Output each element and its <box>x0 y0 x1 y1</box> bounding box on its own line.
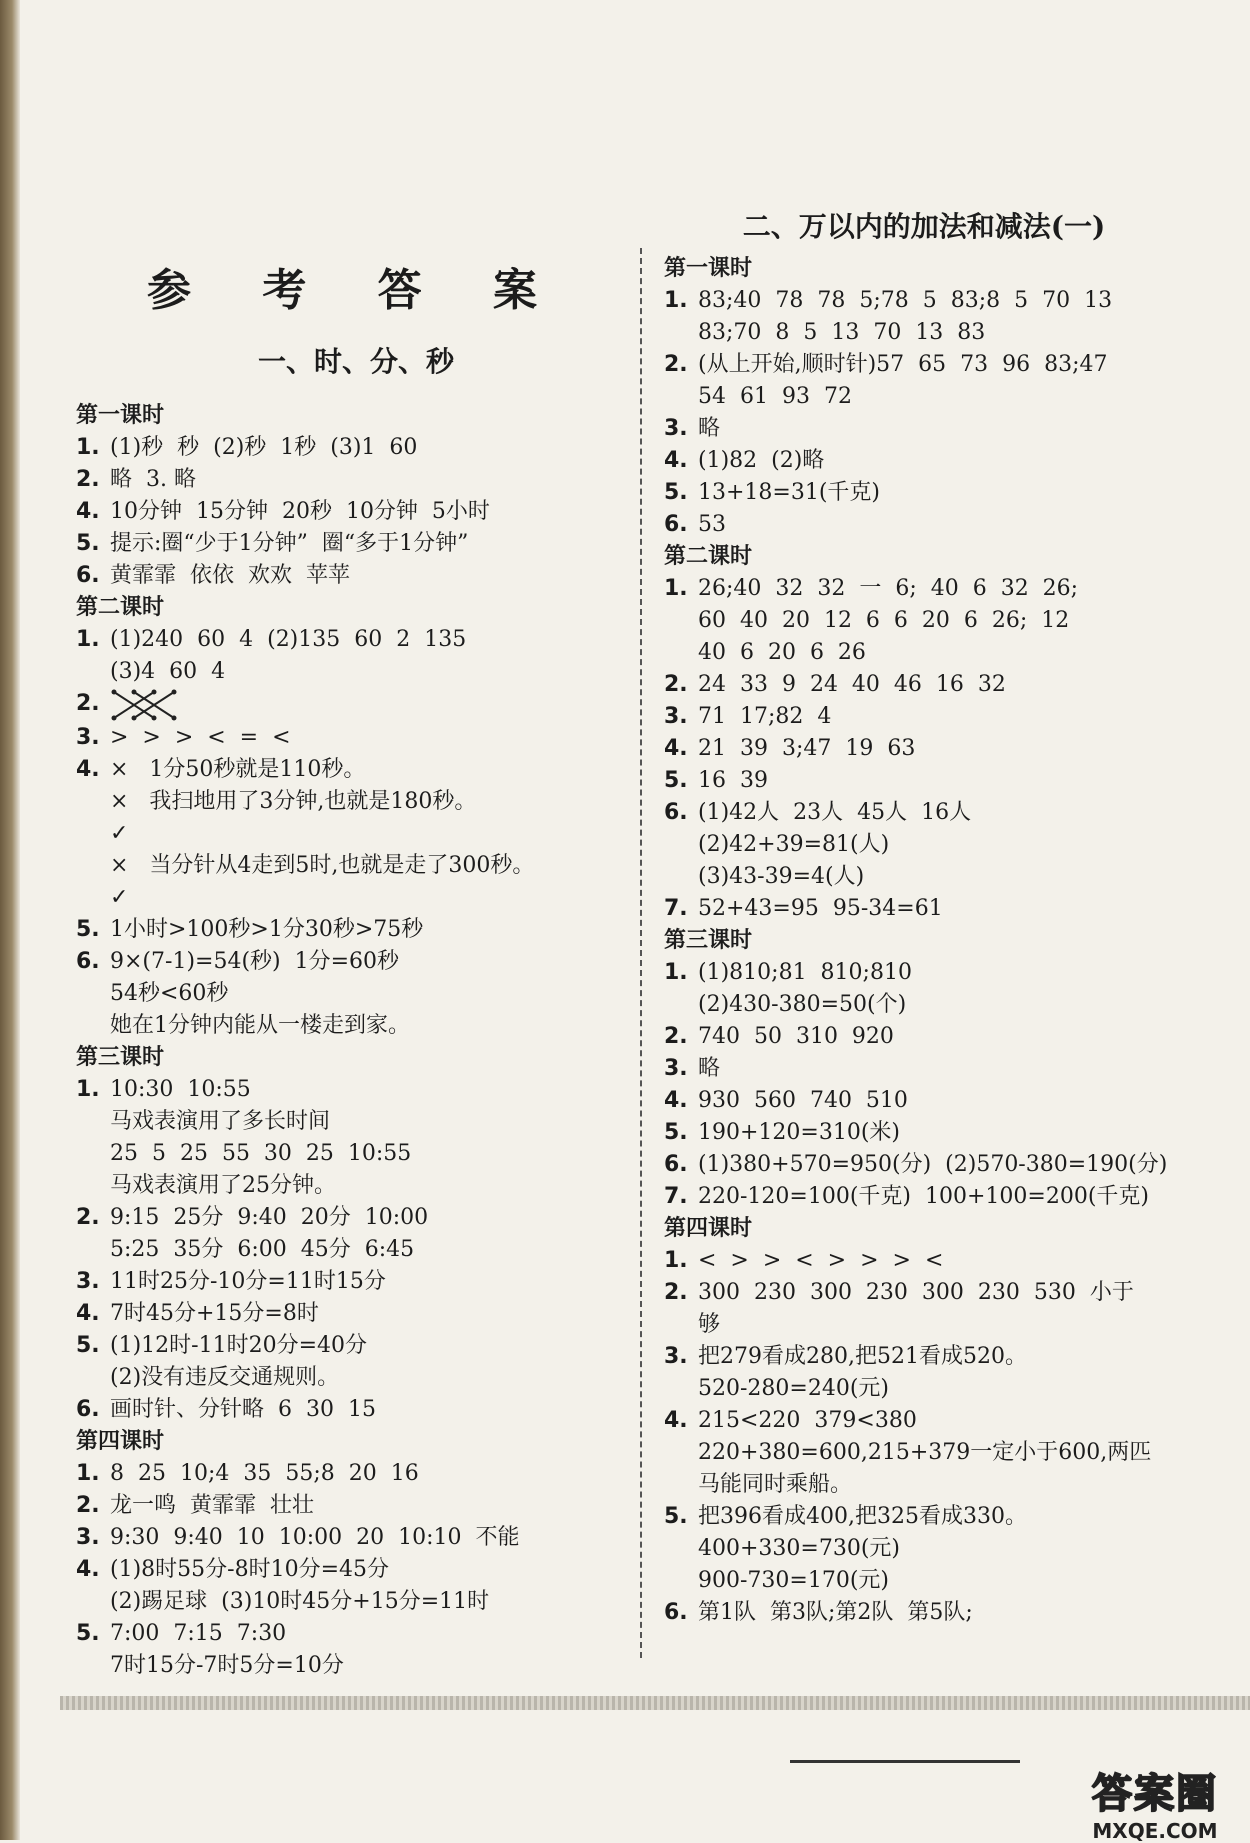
answer-continuation: 60 40 20 12 6 6 20 6 26; 12 <box>698 608 1070 633</box>
right-lessons <box>664 253 1184 1629</box>
answer-item <box>76 1394 636 1426</box>
answer-continuation: 400+330=730(元) <box>698 1536 901 1561</box>
answer-text: 8 25 10;4 35 55;8 20 16 <box>110 1461 419 1486</box>
answer-text: 220-120=100(千克) 100+100=200(千克) <box>698 1184 1150 1209</box>
answer-number: 7. <box>664 1184 688 1209</box>
answer-number: 1. <box>76 1461 100 1486</box>
answer-item <box>664 1053 1184 1085</box>
answer-number: 4. <box>664 1088 688 1113</box>
answer-number: 2. <box>76 1493 100 1518</box>
answer-text: (1)82 (2)略 <box>698 448 825 473</box>
answer-text: 26;40 32 32 一 6; 40 6 32 26; <box>698 576 1079 601</box>
answer-text: 190+120=310(米) <box>698 1120 901 1145</box>
watermark-text: 答案圈 <box>1092 1771 1218 1817</box>
lesson-title: 第二课时 <box>664 544 753 569</box>
lesson-title: 第一课时 <box>664 256 753 281</box>
answer-number: 5. <box>76 1333 100 1358</box>
answer-text: 24 33 9 24 40 46 16 32 <box>698 672 1006 697</box>
answer-item <box>76 624 636 656</box>
answer-item <box>76 688 636 722</box>
lesson-title: 第二课时 <box>76 595 165 620</box>
answer-text: 7:00 7:15 7:30 <box>110 1621 287 1646</box>
page-binding-edge <box>0 0 20 1840</box>
answer-number: 3. <box>76 1525 100 1550</box>
answer-text: 53 <box>698 512 726 537</box>
answer-number: 4. <box>76 757 100 782</box>
answer-item <box>76 1266 636 1298</box>
page-title: 参 考 答 案 <box>147 265 565 316</box>
answer-text: 画时针、分针略 6 30 15 <box>110 1397 376 1422</box>
answer-text: 215<220 379<380 <box>698 1408 917 1433</box>
answer-text: 7时45分+15分=8时 <box>110 1301 319 1326</box>
answer-number: 5. <box>76 1621 100 1646</box>
answer-number: 2. <box>664 352 688 377</box>
answer-item <box>664 893 1184 925</box>
answer-number: 4. <box>76 1557 100 1582</box>
answer-number: 5. <box>664 1120 688 1145</box>
answer-number: 3. <box>76 725 100 750</box>
answer-number: 4. <box>664 448 688 473</box>
answer-item <box>76 1298 636 1330</box>
answer-text: (1)810;81 810;810 <box>698 960 912 985</box>
answer-continuation: (2)没有违反交通规则。 <box>110 1365 340 1390</box>
answer-continuation: 54秒<60秒 <box>110 981 229 1006</box>
answer-text: 13+18=31(千克) <box>698 480 881 505</box>
answer-text: 1小时>100秒>1分30秒>75秒 <box>110 917 424 942</box>
answer-item <box>664 1245 1184 1277</box>
answer-item <box>664 1597 1184 1629</box>
answer-continuation: ✓ <box>110 821 129 846</box>
answer-item <box>664 1181 1184 1213</box>
answer-text: (1)秒 秒 (2)秒 1秒 (3)1 60 <box>110 435 418 460</box>
answer-item <box>76 528 636 560</box>
answer-item <box>664 1085 1184 1117</box>
left-column <box>76 240 636 1682</box>
answer-continuation: 7时15分-7时5分=10分 <box>110 1653 344 1678</box>
answer-continuation: (3)43-39=4(人) <box>698 864 865 889</box>
answer-item <box>664 669 1184 701</box>
answer-item <box>76 914 636 946</box>
answer-continuation: 40 6 20 6 26 <box>698 640 866 665</box>
answer-number: 1. <box>76 435 100 460</box>
answer-item <box>664 1277 1184 1309</box>
answer-text: 把396看成400,把325看成330。 <box>698 1504 1027 1529</box>
answer-item <box>76 1554 636 1586</box>
answer-text: 9:15 25分 9:40 20分 10:00 <box>110 1205 429 1230</box>
lesson-title: 第一课时 <box>76 403 165 428</box>
answer-item <box>76 1522 636 1554</box>
answer-item <box>664 509 1184 541</box>
answer-text: < > > < > > > < <box>698 1248 944 1273</box>
answer-item <box>664 797 1184 829</box>
unit-title-right: 二、万以内的加法和减法(一) <box>742 210 1106 243</box>
answer-text: 把279看成280,把521看成520。 <box>698 1344 1027 1369</box>
answer-number: 6. <box>76 1397 100 1422</box>
answer-text: 10:30 10:55 <box>110 1077 251 1102</box>
answer-item <box>76 1074 636 1106</box>
answer-item <box>76 1458 636 1490</box>
answer-number: 6. <box>664 1600 688 1625</box>
answer-number: 2. <box>76 467 100 492</box>
answer-continuation: 她在1分钟内能从一楼走到家。 <box>110 1013 410 1038</box>
answer-number: 2. <box>76 1205 100 1230</box>
answer-number: 2. <box>76 691 100 716</box>
answer-continuation: 马能同时乘船。 <box>698 1472 853 1497</box>
answer-item <box>76 1330 636 1362</box>
page-number-line <box>790 1760 1020 1763</box>
answer-text: 第1队 第3队;第2队 第5队; <box>698 1600 973 1625</box>
answer-text: (从上开始,顺时针)57 65 73 96 83;47 <box>698 352 1108 377</box>
answer-item <box>76 464 636 496</box>
answer-continuation: 马戏表演用了多长时间 <box>110 1109 331 1134</box>
answer-number: 1. <box>664 1248 688 1273</box>
answer-number: 3. <box>76 1269 100 1294</box>
answer-number: 5. <box>664 768 688 793</box>
answer-text: 略 3. 略 <box>110 467 196 492</box>
answer-text: 略 <box>698 1056 721 1081</box>
answer-number: 5. <box>76 917 100 942</box>
answer-continuation: 83;70 8 5 13 70 13 83 <box>698 320 986 345</box>
answer-text: 300 230 300 230 300 230 530 小于 <box>698 1280 1134 1305</box>
answer-item <box>76 1618 636 1650</box>
answer-text: 略 <box>698 416 721 441</box>
bottom-decorative-band <box>60 1696 1250 1710</box>
column-divider <box>640 248 642 1658</box>
left-lessons <box>76 400 636 1682</box>
answer-text: (1)8时55分-8时10分=45分 <box>110 1557 390 1582</box>
lesson-title: 第四课时 <box>76 1429 165 1454</box>
lesson-title: 第四课时 <box>664 1216 753 1241</box>
answer-text: 16 39 <box>698 768 768 793</box>
answer-text: (1)380+570=950(分) (2)570-380=190(分) <box>698 1152 1168 1177</box>
answer-item <box>664 1149 1184 1181</box>
answer-number: 4. <box>664 736 688 761</box>
answer-continuation: 5:25 35分 6:00 45分 6:45 <box>110 1237 415 1262</box>
watermark-logo <box>1070 1762 1240 1843</box>
answer-number: 1. <box>664 288 688 313</box>
answer-item <box>76 496 636 528</box>
answer-text: 9:30 9:40 10 10:00 20 10:10 不能 <box>110 1525 520 1550</box>
answer-item <box>76 946 636 978</box>
answer-continuation: × 当分针从4走到5时,也就是走了300秒。 <box>110 853 535 878</box>
answer-number: 5. <box>664 480 688 505</box>
answer-text: (1)12时-11时20分=40分 <box>110 1333 368 1358</box>
answer-number: 3. <box>664 416 688 441</box>
answer-item <box>76 432 636 464</box>
answer-item <box>76 1202 636 1234</box>
answer-continuation: (2)踢足球 (3)10时45分+15分=11时 <box>110 1589 490 1614</box>
answer-continuation: 54 61 93 72 <box>698 384 852 409</box>
answer-continuation: 够 <box>698 1312 721 1337</box>
answer-item <box>664 285 1184 317</box>
answer-number: 1. <box>76 1077 100 1102</box>
answer-item <box>76 754 636 786</box>
answer-continuation: 马戏表演用了25分钟。 <box>110 1173 336 1198</box>
answer-text: 提示:圈“少于1分钟” 圈“多于1分钟” <box>110 531 469 556</box>
answer-continuation: (2)42+39=81(人) <box>698 832 890 857</box>
answer-continuation: ✓ <box>110 885 129 910</box>
answer-item <box>664 477 1184 509</box>
watermark-url: MXQE.COM <box>1092 1819 1218 1843</box>
answer-text: 10分钟 15分钟 20秒 10分钟 5小时 <box>110 499 490 524</box>
answer-text: (1)42人 23人 45人 16人 <box>698 800 972 825</box>
answer-item <box>664 1341 1184 1373</box>
answer-text: > > > < = < <box>110 725 291 750</box>
lesson-title: 第三课时 <box>664 928 753 953</box>
answer-item <box>664 733 1184 765</box>
answer-text: × 1分50秒就是110秒。 <box>110 757 366 782</box>
answer-text: 11时25分-10分=11时15分 <box>110 1269 386 1294</box>
answer-number: 6. <box>664 1152 688 1177</box>
answer-text: (1)240 60 4 (2)135 60 2 135 <box>110 627 467 652</box>
answer-number: 1. <box>664 960 688 985</box>
answer-item <box>76 560 636 592</box>
answer-number: 6. <box>76 563 100 588</box>
answer-number: 2. <box>664 1280 688 1305</box>
answer-number: 1. <box>664 576 688 601</box>
lesson-title: 第三课时 <box>76 1045 165 1070</box>
answer-text: 9×(7-1)=54(秒) 1分=60秒 <box>110 949 400 974</box>
answer-continuation: (2)430-380=50(个) <box>698 992 907 1017</box>
answer-number: 4. <box>664 1408 688 1433</box>
matching-lines-figure <box>110 688 180 722</box>
answer-number: 3. <box>664 1056 688 1081</box>
answer-number: 5. <box>76 531 100 556</box>
answer-text: 龙一鸣 黄霏霏 壮壮 <box>110 1493 314 1518</box>
unit-title-left: 一、时、分、秒 <box>257 345 454 378</box>
answer-item <box>76 1490 636 1522</box>
answer-item <box>664 1501 1184 1533</box>
answer-number: 4. <box>76 1301 100 1326</box>
answer-number: 7. <box>664 896 688 921</box>
answer-number: 4. <box>76 499 100 524</box>
answer-item <box>664 413 1184 445</box>
answer-continuation: 220+380=600,215+379一定小于600,两匹 <box>698 1440 1152 1465</box>
answer-text: 71 17;82 4 <box>698 704 832 729</box>
answer-number: 3. <box>664 704 688 729</box>
answer-number: 6. <box>664 800 688 825</box>
answer-item <box>664 701 1184 733</box>
answer-item <box>664 957 1184 989</box>
answer-text: 740 50 310 920 <box>698 1024 894 1049</box>
answer-item <box>664 1117 1184 1149</box>
answer-number: 1. <box>76 627 100 652</box>
answer-item <box>664 349 1184 381</box>
answer-text: 930 560 740 510 <box>698 1088 908 1113</box>
answer-text: 83;40 78 78 5;78 5 83;8 5 70 13 <box>698 288 1113 313</box>
answer-item <box>664 573 1184 605</box>
right-column <box>664 205 1184 1629</box>
answer-continuation: 900-730=170(元) <box>698 1568 890 1593</box>
answer-item <box>76 722 636 754</box>
answer-continuation: 25 5 25 55 30 25 10:55 <box>110 1141 412 1166</box>
answer-number: 6. <box>76 949 100 974</box>
answer-text: 21 39 3;47 19 63 <box>698 736 916 761</box>
answer-continuation: × 我扫地用了3分钟,也就是180秒。 <box>110 789 477 814</box>
answer-number: 2. <box>664 672 688 697</box>
answer-item <box>664 445 1184 477</box>
answer-item <box>664 765 1184 797</box>
answer-text: 52+43=95 95-34=61 <box>698 896 943 921</box>
answer-number: 3. <box>664 1344 688 1369</box>
answer-continuation: 520-280=240(元) <box>698 1376 890 1401</box>
answer-item <box>664 1405 1184 1437</box>
answer-number: 2. <box>664 1024 688 1049</box>
answer-item <box>664 1021 1184 1053</box>
answer-number: 5. <box>664 1504 688 1529</box>
answer-number: 6. <box>664 512 688 537</box>
answer-continuation: (3)4 60 4 <box>110 659 226 684</box>
answer-text: 黄霏霏 依依 欢欢 苹苹 <box>110 563 350 588</box>
